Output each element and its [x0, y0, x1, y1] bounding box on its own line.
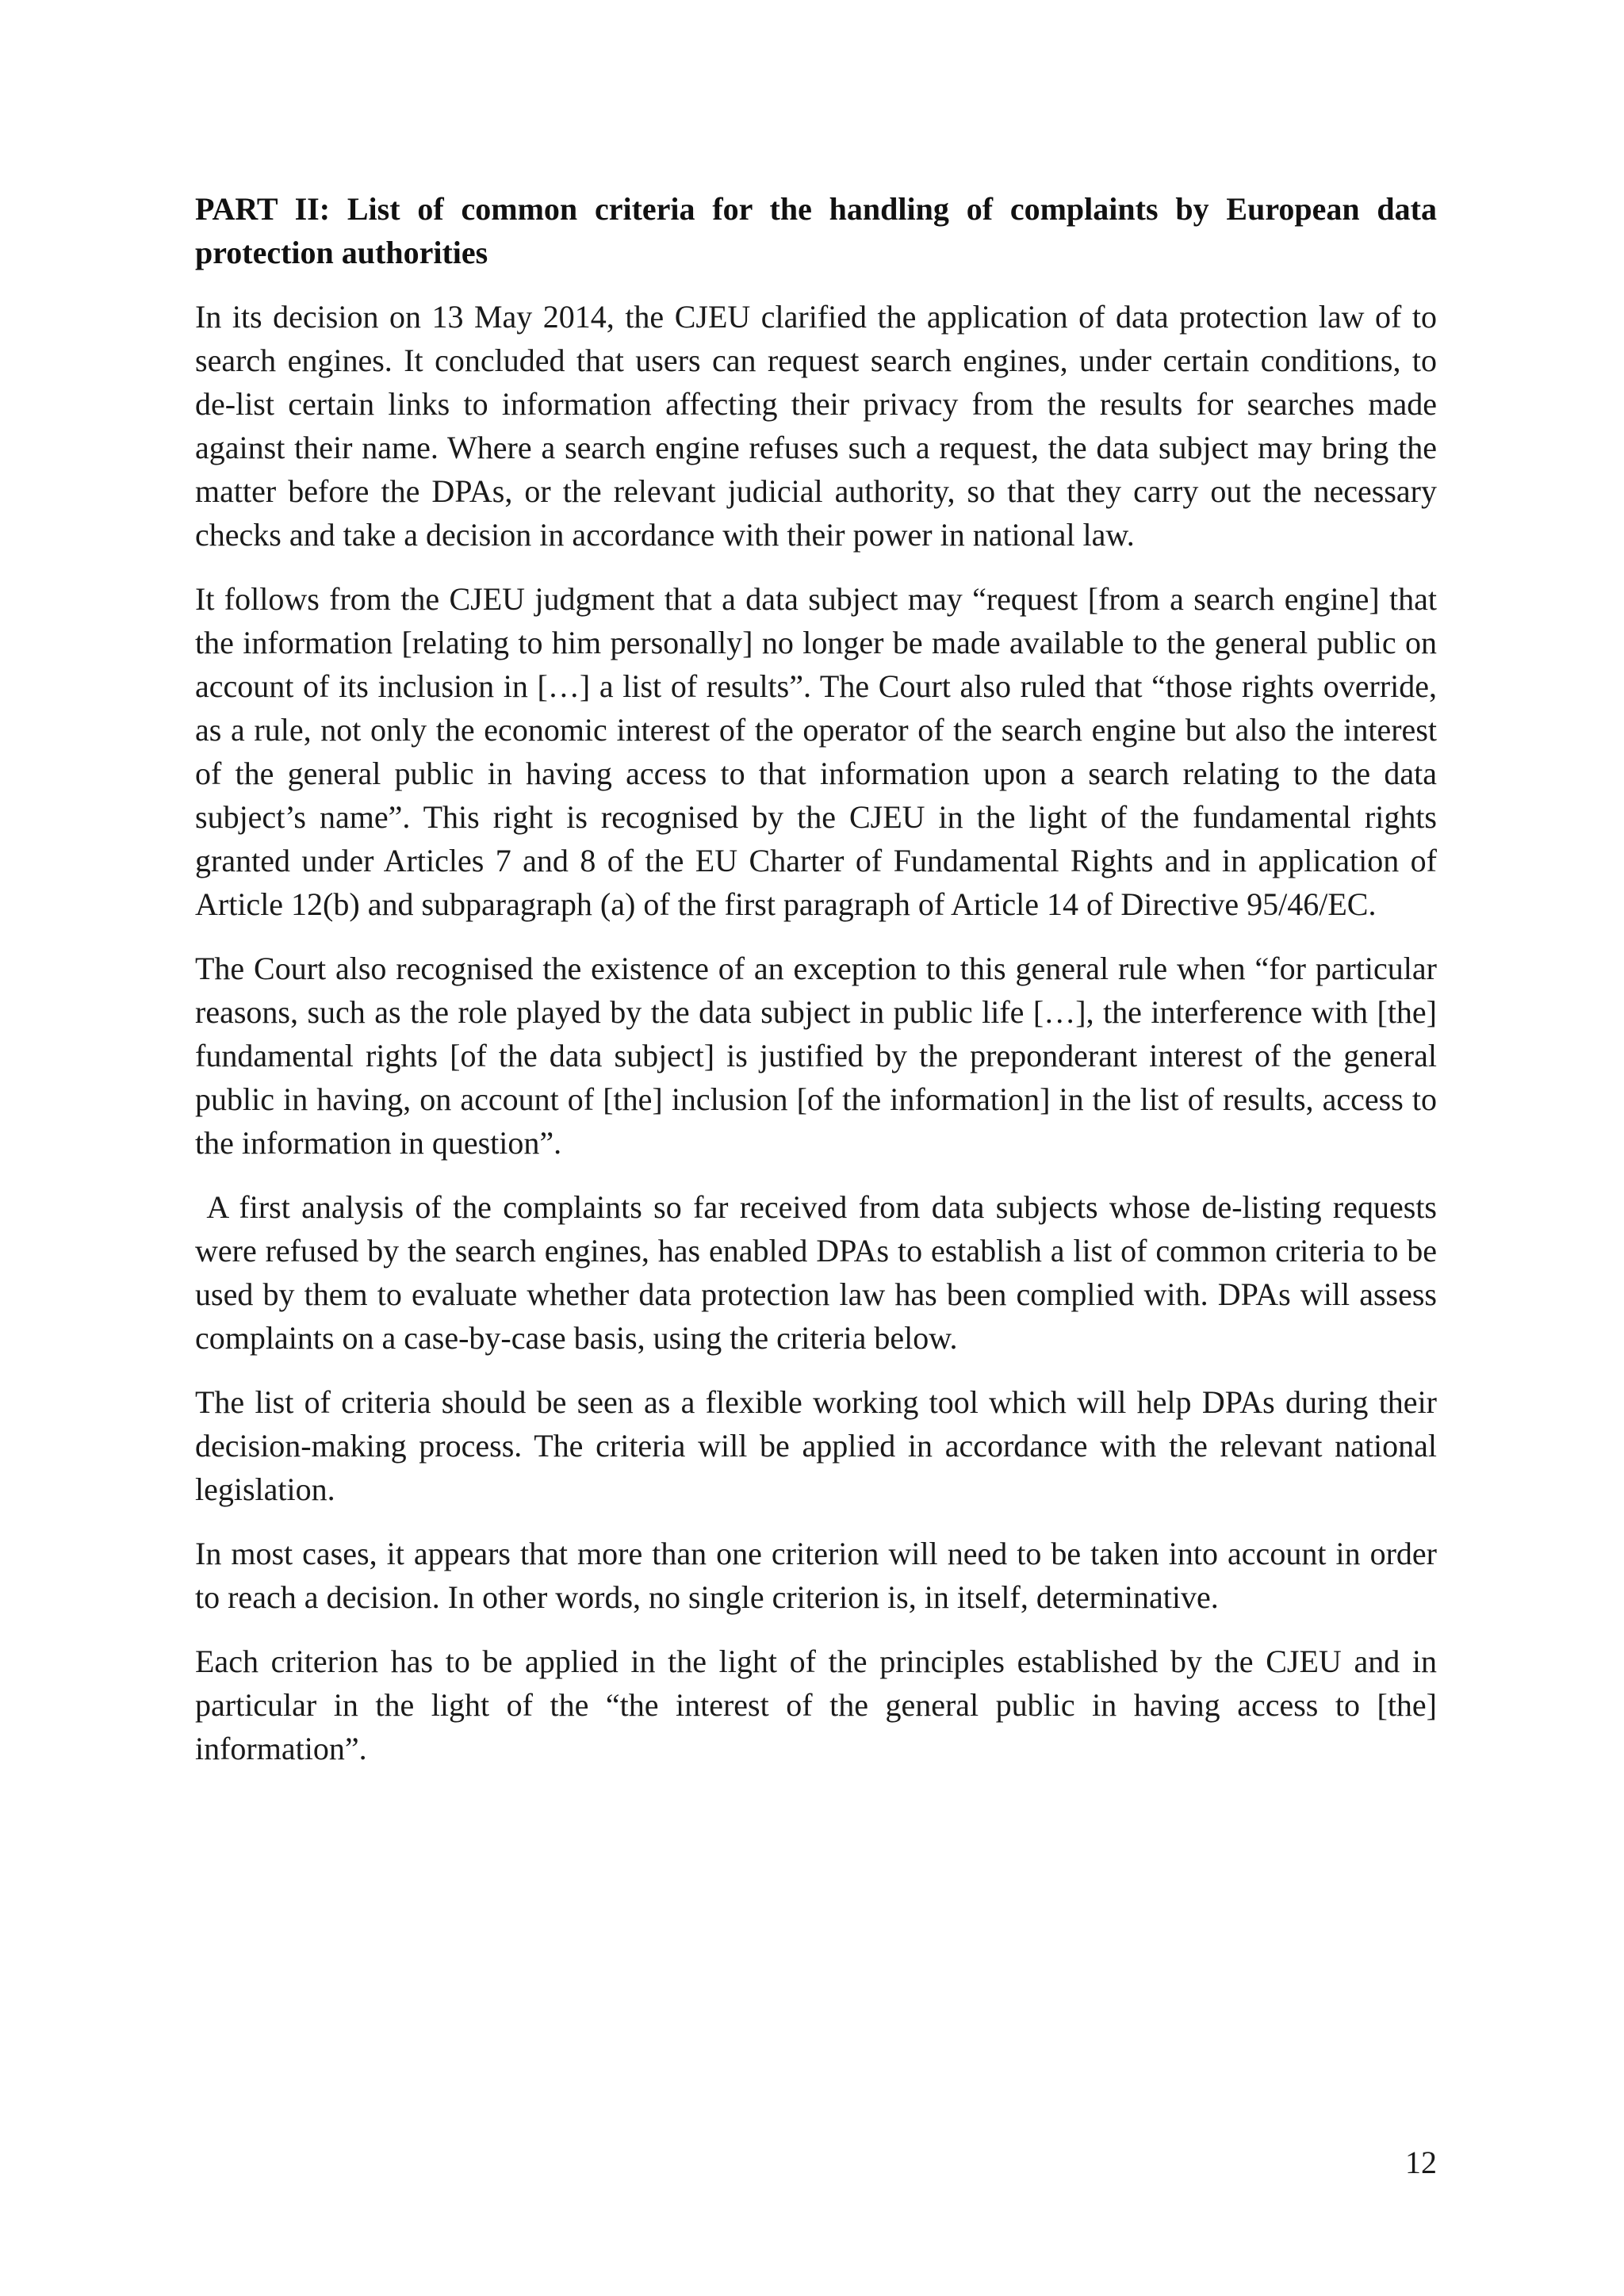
paragraph-7: Each criterion has to be applied in the light of the principles established by the CJEU and in particular in the light of the “the interest of the general public in having access to [the] information”.	[195, 1644, 1437, 1766]
document-body	[195, 187, 1445, 1791]
paragraph-2: It follows from the CJEU judgment that a data subject may “request [from a search engine] that the information [relating to him personally] no longer be made available to the general public on account of its inclusion in […] a list of results”. The Court also ruled that “those rights override, as a rule, not only the economic interest of the operator of the search engine but also the interest of the general public in having access to that information upon a search relating to the data subject’s name”. This right is recognised by the CJEU in the light of the fundamental rights granted under Articles 7 and 8 of the EU Charter of Fundamental Rights and in application of Article 12(b) and subparagraph (a) of the first paragraph of Article 14 of Directive 95/46/EC.	[195, 581, 1437, 922]
paragraph-3: The Court also recognised the existence of an exception to this general rule when “for particular reasons, such as the role played by the data subject in public life […], the interference with [the] fundamental rights [of the data subject] is justified by the preponderant interest of the general public in having, on account of [the] inclusion [of the information] in the list of results, access to the information in question”.	[195, 951, 1437, 1161]
paragraph-6: In most cases, it appears that more than one criterion will need to be taken into account in order to reach a decision. In other words, no single criterion is, in itself, determinative.	[195, 1536, 1437, 1615]
section-heading: PART II: List of common criteria for the handling of complaints by European data protection authorities	[195, 191, 1437, 270]
paragraph-4: A first analysis of the complaints so far received from data subjects whose de-listing requests were refused by the search engines, has enabled DPAs to establish a list of common criteria to be used by them to evaluate whether data protection law has been complied with. DPAs will assess complaints on a case-by-case basis, using the criteria below.	[195, 1189, 1445, 1356]
paragraph-1: In its decision on 13 May 2014, the CJEU clarified the application of data protection law of to search engines. It concluded that users can request search engines, under certain conditions, to de-list certain links to information affecting their privacy from the results for searches made against their name. Where a search engine refuses such a request, the data subject may bring the matter before the DPAs, or the relevant judicial authority, so that they carry out the necessary checks and take a decision in accordance with their power in national law.	[195, 299, 1437, 553]
paragraph-5: The list of criteria should be seen as a flexible working tool which will help DPAs during their decision-making process. The criteria will be applied in accordance with the relevant national legislation.	[195, 1384, 1437, 1507]
page-number: 12	[1405, 2145, 1437, 2180]
